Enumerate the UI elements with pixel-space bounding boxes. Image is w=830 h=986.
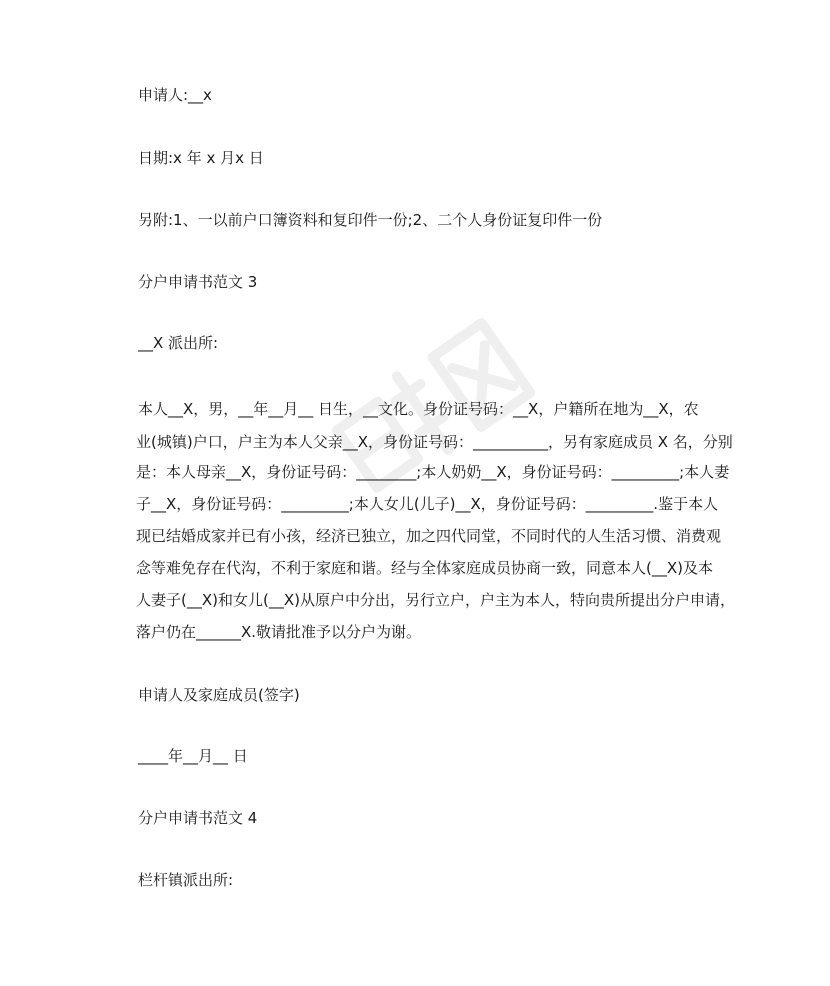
section3-title: 分户申请书范文 3 xyxy=(138,273,258,291)
section3-addressee: __X 派出所: xyxy=(138,334,219,352)
body-line: 落户仍在______X.敬请批准予以分户为谢。 xyxy=(136,623,422,641)
section3-signature: 申请人及家庭成员(签字) xyxy=(138,686,300,704)
applicant-line: 申请人:__x xyxy=(138,86,212,104)
section4-title: 分户申请书范文 4 xyxy=(138,809,258,827)
body-line: 是：本人母亲__X，身份证号码：________;本人奶奶__X，身份证号码：_________;本人妻 xyxy=(136,463,730,481)
section3-date: ____年__月__ 日 xyxy=(138,747,248,765)
body-line: 业(城镇)户口，户主为本人父亲__X，身份证号码：__________，另有家庭成员 X 名，分别 xyxy=(136,433,733,451)
body-line: 现已结婚成家并已有小孩，经济已独立，加之四代同堂，不同时代的人生活习惯、消费观 xyxy=(136,527,722,545)
body-line: 本人__X，男，__年__月__ 日生，__文化。身份证号码：__X，户籍所在地为__X，农 xyxy=(138,400,699,418)
section4-addressee: 栏杆镇派出所: xyxy=(138,871,234,889)
body-line: 念等难免存在代沟，不利于家庭和谐。经与全体家庭成员协商一致，同意本人(__X)及本 xyxy=(136,559,713,577)
body-line: 子__X，身份证号码：_________;本人女儿(儿子)__X，身份证号码：_________.鉴于本人 xyxy=(136,495,719,513)
body-line: 人妻子(__X)和女儿(__X)从原户中分出，另行立户，户主为本人，特向贵所提出分户申请， xyxy=(136,591,735,609)
attachment-line: 另附:1、一以前户口簿资料和复印件一份;2、二个人身份证复印件一份 xyxy=(138,211,603,229)
date-line: 日期:x 年 x 月x 日 xyxy=(138,149,264,167)
